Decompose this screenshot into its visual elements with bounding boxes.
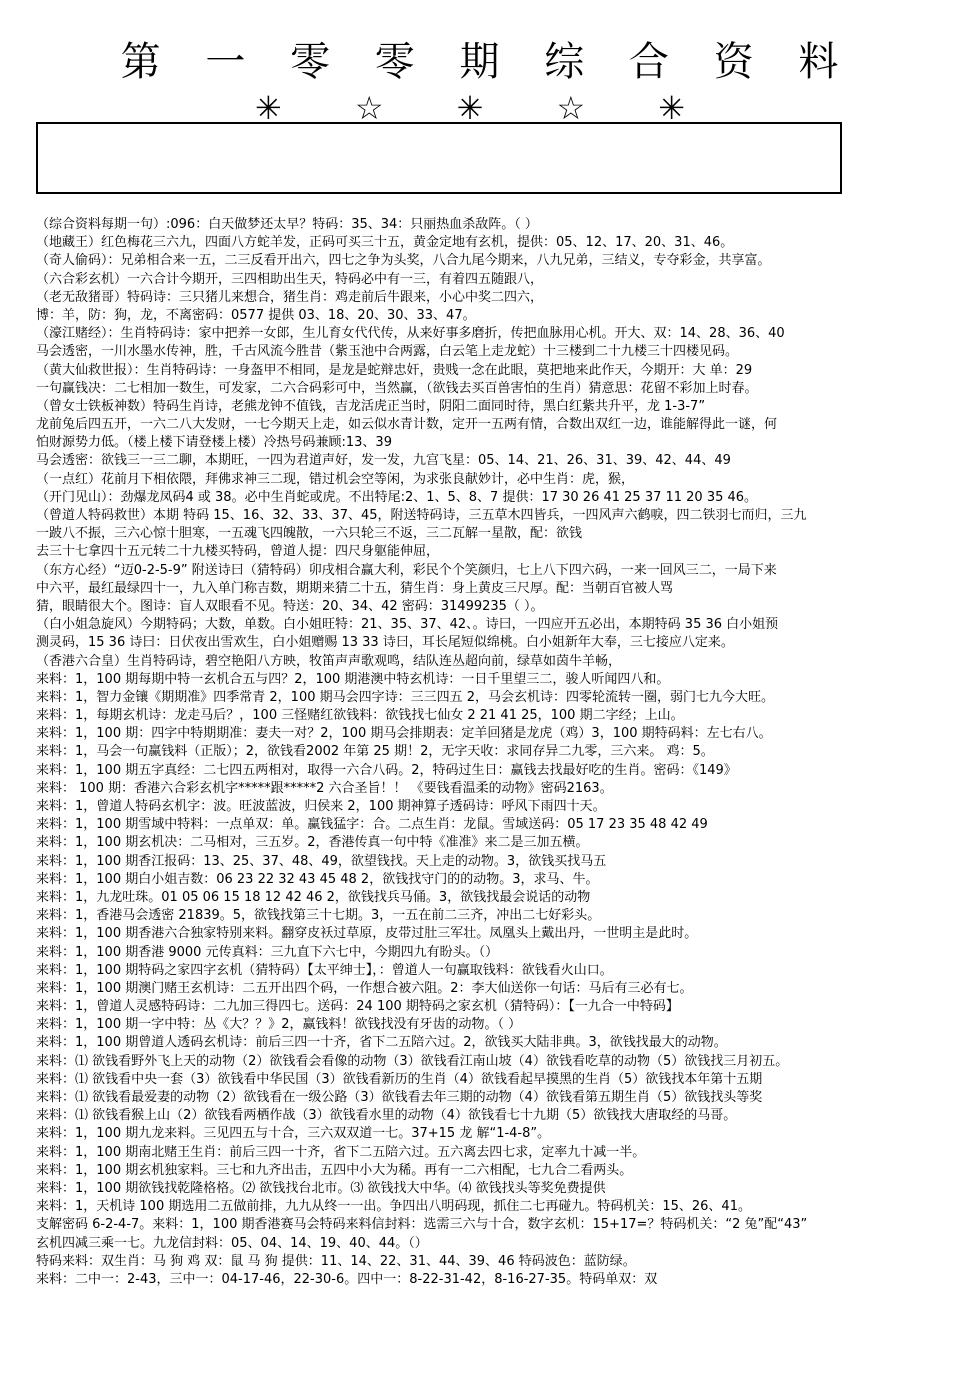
text-line: 来料：1，100 期澳门赌王玄机诗：二五开出四个码，一作想合被六阻。2：李大仙送你一句话：马后有三必有七。 bbox=[36, 980, 693, 996]
text-line: 来料： 100 期：香港六合彩玄机字*****跟*****2 六合圣旨！！ 《要钱看温柔的动物》密码2163。 bbox=[36, 780, 613, 796]
text-line: （曾道人特码救世）本期 特码 15、16、32、33、37、45，附送特码诗，三五草木四皆兵，一四风声六鹤唳，四二铁羽七而归，三九 bbox=[36, 508, 807, 523]
text-line: 怕财源势力低。（楼上楼下请登楼上楼）冷热号码兼顾:13、39 bbox=[36, 435, 392, 451]
text-line: 来料：1，100 期五字真经：二七四五两相对，取得一六合八码。2，特码过生日：赢钱去找最好吃的生肖。密码：《149》 bbox=[36, 762, 737, 778]
text-line: 龙前兔后四五开，一六二八大发财，一七今期天上走，如云似水青计数，定开一五两有情，合数出双红一边，谁能解得此一谜，何 bbox=[36, 417, 778, 433]
text-line: （东方心经）“迈0-2-5-9” 附送诗曰（猜特码）卯戌相合赢大利，彩民个个笑颜归，七上八下四六码，一来一回风三二，一局下来 bbox=[36, 562, 777, 578]
text-line: 一句赢钱决：二七相加一数生，可发家，二六合码彩可中，当然赢，（欲钱去买百兽害怕的生肖）猜意思：花留不彩加上时春。 bbox=[36, 380, 758, 396]
text-line: 来料：1，100 期特码之家四字玄机（猜特码）【太平绅士】，：曾道人一句赢取钱料：欲钱看火山口。 bbox=[36, 962, 613, 978]
text-line: 来料：1，100 期香江报码：13、25、37、48、49，欲望钱找。天上走的动物。3，欲钱买找马五 bbox=[36, 853, 607, 869]
blank-banner-box bbox=[36, 122, 842, 194]
text-line: 来料：1，100 期欲钱找乾隆格格。⑵ 欲钱找台北市。⑶ 欲钱找大中华。⑷ 欲钱找头等奖免费提供 bbox=[36, 1180, 606, 1196]
text-line: 测灵码，15 36 诗曰：日伏夜出雪欢生，白小姐赠赐 13 33 诗曰，耳长尾短似绵桃。白小姐新年大奉，三七接应八定来。 bbox=[36, 635, 734, 651]
text-line: 来料：1，每期玄机诗：龙走马后？，100 三怪赌红欲钱料：欲钱找七仙女 2 21 41 25，100 期二字经；上山。 bbox=[36, 708, 684, 724]
text-line: 特码来料：双生肖：马 狗 鸡 双：鼠 马 狗 提供：11、14、22、31、44、39、46 特码波色：蓝防绿。 bbox=[36, 1253, 636, 1269]
text-line: 马会透密：欲钱三一三二聊，本期旺，一四为君道声好，发一发，九宫飞星：05、14、21、26、31、39、42、44、49 bbox=[36, 453, 731, 469]
text-line: （香港六合皇）生肖特码诗，碧空艳阳八方映，牧笛声声歌观鸣，结队连丛超向前，绿草如茵牛羊畅， bbox=[36, 653, 622, 669]
text-line: 猜，眼睛很大个。图诗：盲人双眼看不见。特送：20、34、42 密码：31499235（ ）。 bbox=[36, 598, 544, 614]
text-line: 来料：⑴ 欲钱看中央一套（3）欲钱看中华民国（3）欲钱看新历的生肖（4）欲钱看起早摸黑的生肖（5）欲钱找本年第十五期 bbox=[36, 1071, 763, 1087]
text-line: 来料：1，马会一句赢钱料（正版）；2，欲钱看2002 年第 25 期！2，无字天收：求同存异二九零，三六来。 鸡：5。 bbox=[36, 744, 714, 760]
text-line: （濠江赌经）：生肖特码诗：家中把养一女郎，生儿育女代代传，从来好事多磨折，传把血脉用心机。开大、双：14、28、36、40 bbox=[36, 326, 785, 342]
text-line: 来料：1，100 期香港六合独家特别来料。翻穿皮袄过草原，皮带过肚三军壮。凤凰头上戴出丹，一世明主是此时。 bbox=[36, 926, 698, 942]
text-line: 来料：1，100 期一字中特：丛《大？？》2，赢钱料！欲钱找没有牙齿的动物。（ ） bbox=[36, 1017, 522, 1033]
text-line: 来料：⑴ 欲钱看猴上山（2）欲钱看两栖作战（3）欲钱看水里的动物（4）欲钱看七十九期（5）欲钱找大唐取经的马哥。 bbox=[36, 1108, 737, 1124]
text-line: 来料：1，100 期玄机独家料。三七和九齐出击，五四中小大为稀。再有一二六相配，七九合二看两头。 bbox=[36, 1162, 633, 1178]
text-line: 来料：1，100 期香港 9000 元传真料：三九直下六七中，今期四九有盼头。（） bbox=[36, 944, 499, 960]
text-line: 来料：1，曾道人特码玄机字：波。旺波蓝波，归侯来 2，100 期神算子透码诗：呼风下雨四十天。 bbox=[36, 799, 606, 814]
text-line: 来料：⑴ 欲钱看野外飞上天的动物（2）欲钱看会看像的动物（3）欲钱看江南山坡（4）欲钱看吃草的动物（5）欲钱找三月初五。 bbox=[36, 1053, 789, 1069]
text-line: 玄机四减三乘一七。九龙信封料：05、04、14、19、40、44。（） bbox=[36, 1235, 428, 1251]
asterisk-star-icon: ✳ bbox=[255, 89, 282, 127]
text-line: 一跛八不振，三六心惊十胆寒，一五魂飞四魄散，一六只轮三不返，三二瓦解一星散，配：欲钱 bbox=[36, 526, 583, 542]
text-line: （白小姐急旋风）今期特码；大数，单数。白小姐旺特：21、35、37、42、。诗曰，一四应开五必出，本期特码 35 36 白小姐预 bbox=[36, 617, 779, 633]
text-line: 来料：1，100 期曾道人透码玄机诗：前后三四一十齐，省下二五陪六过。2，欲钱买大陆非典。3，欲钱找最大的动物。 bbox=[36, 1035, 727, 1051]
text-line: 马会透密，一川水墨水传神，胜，千古风流今胜昔（紫玉池中合两露，白云笔上走龙蛇）十三楼到二十九楼三十四楼见码。 bbox=[36, 344, 739, 360]
text-line: 博：羊，防：狗，龙，不离密码：0577 提供 03、18、20、30、33、47。 bbox=[36, 307, 476, 323]
text-line: （综合资料每期一句）:096：白天做梦还太早？特码：35、34：只丽热血杀敌阵。（ ） bbox=[36, 217, 538, 232]
text-line: 来料：1，100 期九龙来料。三见四五与十合，三六双双道一七。37+15 龙 解“1-4-8”。 bbox=[36, 1126, 551, 1142]
asterisk-star-icon: ✳ bbox=[456, 89, 484, 127]
text-line: 中六平，最红最绿四十一，九入单门称吉数，期期来猜二十五，猜生肖：身上黄皮三尺厚。配：当朝百官被人骂 bbox=[36, 580, 674, 596]
page-title: 第 一 零 零 期 综 合 资 料 bbox=[120, 39, 855, 85]
text-line: 来料：1，100 期雪域中特料：一点单双：单。赢钱猛字：合。二点生肖：龙鼠。雪域送码：05 17 23 35 48 42 49 bbox=[36, 817, 708, 833]
text-line: （六合彩玄机）一六合计今期开，三四相助出生天，特码必中有一三，有着四五随跟八， bbox=[36, 271, 544, 287]
text-line: 来料：1，100 期玄机决：二马相对，三五岁。2，香港传真一句中特《准准》来二是三加五横。 bbox=[36, 835, 589, 851]
text-line: 来料：1，九龙吐珠。01 05 06 15 18 12 42 46 2，欲钱找兵马俑。3，欲钱找最会说话的动物 bbox=[36, 889, 591, 905]
text-line: （老无敌猪哥）特码诗：三只猪儿来想合，猪生肖：鸡走前后牛跟来，小心中奖二四六， bbox=[36, 289, 544, 305]
text-line: 来料：1，曾道人灵感特码诗：二九加三得四七。送码：24 100 期特码之家玄机（猜特码）：【一九合一中特码】 bbox=[36, 999, 679, 1015]
outline-star-icon: ☆ bbox=[556, 89, 586, 127]
text-line: 来料：⑴ 欲钱看最爱妻的动物（2）欲钱看在一级公路（3）欲钱看去年三期的动物（4）欲钱看第五期生肖（5）欲钱找头等奖 bbox=[36, 1090, 763, 1105]
text-line: 来料：1，100 期白小姐吉数：06 23 22 32 43 45 48 2，欲钱找守门的的动物。3，求马、牛。 bbox=[36, 871, 599, 887]
text-line: 来料：1，香港马会透密 21839。5，欲钱找第三十七期。3，一五在前二三齐，冲出二七好彩头。 bbox=[36, 908, 601, 924]
text-line: 去三十七拿四十五元转二十九楼买特码，曾道人提：四尺身躯能伸屈， bbox=[36, 544, 440, 560]
text-line: （奇人偷码）：兄弟相合来一五，二三反看开出六，四七之争为头奖，八合九尾今期来，八九兄弟，三结义，专夺彩金，共享富。 bbox=[36, 253, 771, 269]
text-line: 来料：1，天机诗 100 期选用二五做前排，九九从终一一出。争四出八明码现，抓住二七再碰九。特码机关：15、26、41。 bbox=[36, 1199, 751, 1215]
text-line: 支解密码 6-2-4-7。来料：1，100 期香港赛马会特码来料信封料：选需三六与十合，数字玄机：15+17=？特码机关：“2 兔”配“43” bbox=[36, 1217, 808, 1233]
text-line: （地藏王）红色梅花三六九，四面八方蛇羊发，正码可买三十五，黄金定地有玄机，提供：05、12、17、20、31、46。 bbox=[36, 235, 734, 251]
asterisk-star-icon: ✳ bbox=[658, 89, 685, 127]
text-line: 来料：1，100 期每期中特一玄机合五与四？2，100 期港澳中特玄机诗：一日千里望三二，骏人听闻四八和。 bbox=[36, 671, 670, 687]
outline-star-icon: ☆ bbox=[354, 89, 384, 127]
text-line: 来料：二中一：2-43，三中一：04-17-46，22-30-6。四中一：8-22-31-42，8-16-27-35。特码单双：双 bbox=[36, 1271, 658, 1287]
text-line: 来料：1，智力金镶《期期准》四季常青 2，100 期马会四字诗：三三四五 2，马会玄机诗：四零轮流转一圈，弱门七九今大旺。 bbox=[36, 689, 775, 705]
text-line: （曾女士铁板神数）特码生肖诗，老熊龙钟不值钱，吉龙活虎正当时，阴阳二面同时待，黑白红紫共升平，龙 1-3-7” bbox=[36, 398, 706, 414]
text-line: （开门见山）：劲爆龙凤码4 或 38。必中生肖蛇或虎。不出特尾:2、1、5、8、7 提供：17 30 26 41 25 37 11 20 35 46。 bbox=[36, 489, 758, 505]
text-line: 来料：1，100 期：四字中特期期准：妻夫一对？2，100 期马会排期表：定羊回猪是龙虎（鸡）3，100 期特码料：左七右八。 bbox=[36, 726, 772, 742]
text-line: 来料：1，100 期南北赌王生肖：前后三四一十齐，省下二五陪六过。五六离去四七求，定率九十减一半。 bbox=[36, 1144, 646, 1160]
text-line: （黄大仙救世报）：生肖特码诗：一身盔甲不相同，是龙是蛇辩忠奸，贵贱一念在此眼，莫把地来此作天，今期开：大 单：29 bbox=[36, 362, 753, 378]
body-text bbox=[36, 216, 946, 1289]
text-line: （一点红）花前月下相依隈，拜佛求神三二现，错过机会空等闲，为求张良献妙计，必中生肖：虎，猴， bbox=[36, 471, 635, 487]
